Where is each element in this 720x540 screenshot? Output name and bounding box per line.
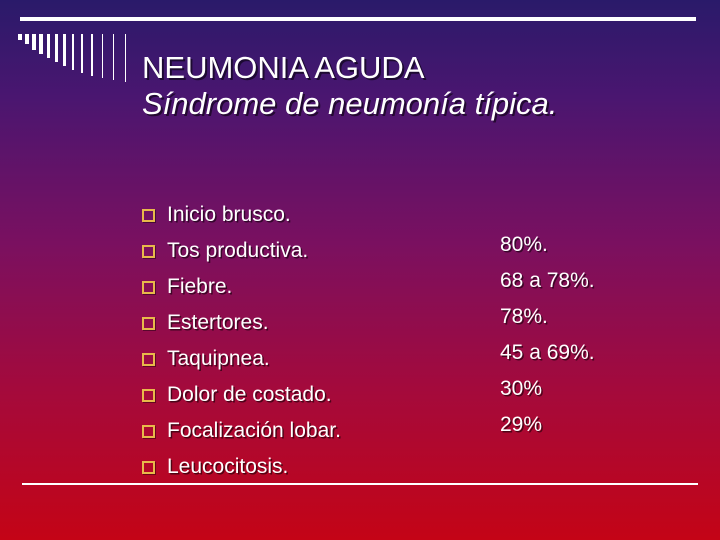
square-bullet-icon: [142, 353, 155, 366]
square-bullet-icon: [142, 461, 155, 474]
percentage-value: 29%: [500, 413, 543, 436]
list-item: [142, 377, 341, 413]
square-bullet-icon: [142, 425, 155, 438]
percentage-value: 30%: [500, 377, 543, 400]
item-label: Dolor de costado.: [167, 383, 332, 406]
list-item: [142, 233, 341, 269]
item-label: Inicio brusco.: [167, 203, 291, 226]
list-item: [142, 269, 341, 305]
list-item: [142, 413, 341, 449]
percentage-value: 78%.: [500, 305, 548, 328]
square-bullet-icon: [142, 209, 155, 222]
top-rule: [20, 17, 696, 21]
item-label: Focalización lobar.: [167, 419, 341, 442]
title-line-1: NEUMONIA AGUDA: [142, 50, 425, 85]
title-line-2: Síndrome de neumonía típica.: [142, 86, 558, 121]
decorative-bars: [18, 34, 138, 82]
percentage-column: [500, 227, 595, 443]
item-label: Leucocitosis.: [167, 455, 289, 478]
list-item: [142, 197, 341, 233]
list-item: [142, 341, 341, 377]
square-bullet-icon: [142, 317, 155, 330]
list-item: [142, 449, 341, 485]
item-label: Fiebre.: [167, 275, 233, 298]
slide-title: [142, 50, 557, 122]
bottom-rule: [22, 483, 698, 485]
list-item: [142, 305, 341, 341]
item-label: Taquipnea.: [167, 347, 270, 370]
item-label: Tos productiva.: [167, 239, 309, 262]
square-bullet-icon: [142, 389, 155, 402]
percentage-value: 68 a 78%.: [500, 269, 595, 292]
symptom-list: [142, 197, 341, 485]
percentage-value: 45 a 69%.: [500, 341, 595, 364]
item-label: Estertores.: [167, 311, 269, 334]
percentage-value: 80%.: [500, 233, 548, 256]
square-bullet-icon: [142, 245, 155, 258]
square-bullet-icon: [142, 281, 155, 294]
